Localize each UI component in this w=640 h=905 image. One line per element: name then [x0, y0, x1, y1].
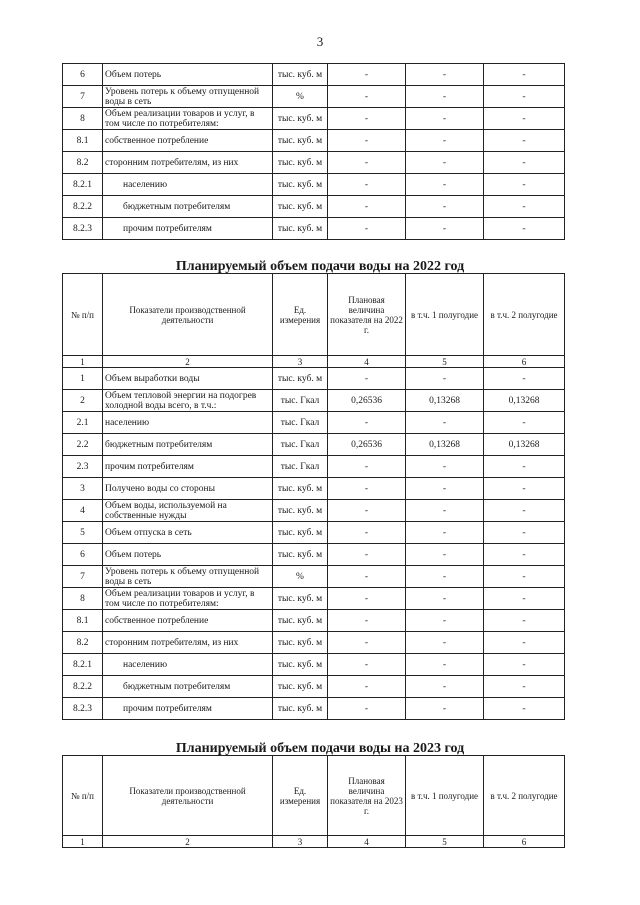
header-num: № п/п — [63, 274, 103, 356]
table-row — [63, 610, 565, 632]
header-num: № п/п — [63, 756, 103, 836]
table-row — [63, 412, 565, 434]
header-unit: Ед. измерения — [273, 274, 328, 356]
row-indicator-name: Объем потерь — [103, 64, 273, 86]
row-indicator-name: бюджетным потребителям — [103, 196, 273, 218]
row-plan-value: - — [328, 654, 406, 676]
row-half1-value: - — [406, 64, 484, 86]
row-number: 8.2.1 — [63, 174, 103, 196]
index-cell: 6 — [484, 356, 565, 368]
row-unit: тыс. куб. м — [273, 152, 328, 174]
row-plan-value: - — [328, 86, 406, 108]
row-half1-value: 0,13268 — [406, 434, 484, 456]
row-plan-value: - — [328, 588, 406, 610]
row-number: 3 — [63, 478, 103, 500]
row-number: 5 — [63, 522, 103, 544]
header-plan: Плановая величина показателя на 2023 г. — [328, 756, 406, 836]
row-plan-value: - — [328, 566, 406, 588]
row-half2-value: - — [484, 698, 565, 720]
row-half1-value: - — [406, 108, 484, 130]
row-indicator-name: Объем тепловой энергии на подогрев холодной воды всего, в т.ч.: — [103, 390, 273, 412]
row-indicator-name: бюджетным потребителям — [103, 434, 273, 456]
row-half2-value: - — [484, 610, 565, 632]
row-number: 7 — [63, 566, 103, 588]
row-unit: тыс. куб. м — [273, 544, 328, 566]
table-row — [63, 478, 565, 500]
row-indicator-name: Получено воды со стороны — [103, 478, 273, 500]
row-half2-value: - — [484, 174, 565, 196]
row-indicator-name: населению — [103, 174, 273, 196]
row-unit: тыс. куб. м — [273, 108, 328, 130]
row-half1-value: - — [406, 412, 484, 434]
table-row — [63, 218, 565, 240]
row-number: 6 — [63, 64, 103, 86]
row-half1-value: - — [406, 174, 484, 196]
row-unit: тыс. куб. м — [273, 588, 328, 610]
row-half2-value: - — [484, 130, 565, 152]
index-cell: 2 — [103, 836, 273, 848]
page-number: 3 — [316, 34, 324, 49]
row-half2-value: - — [484, 676, 565, 698]
row-unit: тыс. Гкал — [273, 390, 328, 412]
table-2023 — [62, 755, 565, 848]
row-half1-value: - — [406, 196, 484, 218]
row-half1-value: - — [406, 544, 484, 566]
row-half1-value: - — [406, 218, 484, 240]
index-cell: 5 — [406, 836, 484, 848]
table-row — [63, 86, 565, 108]
header-name: Показатели производственной деятельности — [103, 274, 273, 356]
row-unit: тыс. куб. м — [273, 64, 328, 86]
index-cell: 6 — [484, 836, 565, 848]
header-half1: в т.ч. 1 полугодие — [406, 756, 484, 836]
table-row — [63, 588, 565, 610]
index-cell: 3 — [273, 356, 328, 368]
row-plan-value: - — [328, 196, 406, 218]
table-row — [63, 456, 565, 478]
row-plan-value: - — [328, 500, 406, 522]
table-row — [63, 566, 565, 588]
table-row — [63, 130, 565, 152]
row-indicator-name: Объем выработки воды — [103, 368, 273, 390]
row-number: 8.2.1 — [63, 654, 103, 676]
row-number: 8.2.3 — [63, 698, 103, 720]
row-half2-value: - — [484, 218, 565, 240]
row-half2-value: - — [484, 478, 565, 500]
header-half2: в т.ч. 2 полугодие — [484, 756, 565, 836]
row-indicator-name: Объем воды, используемой на собственные нужды — [103, 500, 273, 522]
row-half2-value: - — [484, 522, 565, 544]
row-indicator-name: бюджетным потребителям — [103, 676, 273, 698]
row-half1-value: - — [406, 522, 484, 544]
row-unit: % — [273, 86, 328, 108]
row-half2-value: 0,13268 — [484, 390, 565, 412]
row-indicator-name: Уровень потерь к объему отпущенной воды в сеть — [103, 566, 273, 588]
row-indicator-name: сторонним потребителям, из них — [103, 152, 273, 174]
row-half2-value: 0,13268 — [484, 434, 565, 456]
row-plan-value: - — [328, 478, 406, 500]
row-half2-value: - — [484, 500, 565, 522]
header-name: Показатели производственной деятельности — [103, 756, 273, 836]
row-half1-value: - — [406, 654, 484, 676]
index-cell: 4 — [328, 836, 406, 848]
index-cell: 5 — [406, 356, 484, 368]
index-row — [63, 356, 565, 368]
table-row — [63, 544, 565, 566]
table-row — [63, 676, 565, 698]
row-indicator-name: Объем реализации товаров и услуг, в том числе по потребителям: — [103, 588, 273, 610]
index-cell: 2 — [103, 356, 273, 368]
row-plan-value: - — [328, 522, 406, 544]
row-indicator-name: населению — [103, 412, 273, 434]
row-plan-value: - — [328, 412, 406, 434]
row-number: 8.1 — [63, 130, 103, 152]
table-2022 — [62, 273, 565, 720]
row-half1-value: - — [406, 500, 484, 522]
row-indicator-name: сторонним потребителям, из них — [103, 632, 273, 654]
header-half1: в т.ч. 1 полугодие — [406, 274, 484, 356]
index-cell: 1 — [63, 836, 103, 848]
row-indicator-name: Объем реализации товаров и услуг, в том числе по потребителям: — [103, 108, 273, 130]
row-unit: тыс. Гкал — [273, 434, 328, 456]
row-plan-value: - — [328, 152, 406, 174]
row-unit: тыс. куб. м — [273, 500, 328, 522]
row-half2-value: - — [484, 588, 565, 610]
row-unit: тыс. куб. м — [273, 218, 328, 240]
table-row — [63, 390, 565, 412]
row-half2-value: - — [484, 152, 565, 174]
section-title-2023: Планируемый объем подачи воды на 2023 год — [175, 741, 465, 756]
table-header-row — [63, 274, 565, 356]
row-half1-value: - — [406, 588, 484, 610]
row-unit: тыс. куб. м — [273, 130, 328, 152]
row-half2-value: - — [484, 108, 565, 130]
table-row — [63, 368, 565, 390]
row-unit: тыс. Гкал — [273, 456, 328, 478]
row-indicator-name: прочим потребителям — [103, 698, 273, 720]
row-half2-value: - — [484, 196, 565, 218]
row-number: 8.2 — [63, 632, 103, 654]
row-unit: % — [273, 566, 328, 588]
section-title-2022: Планируемый объем подачи воды на 2022 год — [175, 259, 465, 274]
row-plan-value: - — [328, 174, 406, 196]
row-unit: тыс. куб. м — [273, 522, 328, 544]
row-indicator-name: Уровень потерь к объему отпущенной воды в сеть — [103, 86, 273, 108]
row-half2-value: - — [484, 632, 565, 654]
row-plan-value: - — [328, 632, 406, 654]
row-unit: тыс. куб. м — [273, 368, 328, 390]
row-number: 8 — [63, 588, 103, 610]
table-row — [63, 174, 565, 196]
row-number: 2 — [63, 390, 103, 412]
row-half2-value: - — [484, 86, 565, 108]
table-row — [63, 522, 565, 544]
row-number: 2.3 — [63, 456, 103, 478]
row-half1-value: - — [406, 698, 484, 720]
table-row — [63, 654, 565, 676]
table-row — [63, 108, 565, 130]
row-indicator-name: прочим потребителям — [103, 456, 273, 478]
row-plan-value: - — [328, 218, 406, 240]
table-row — [63, 698, 565, 720]
row-half1-value: - — [406, 130, 484, 152]
row-indicator-name: собственное потребление — [103, 130, 273, 152]
row-half1-value: - — [406, 456, 484, 478]
table-row — [63, 632, 565, 654]
row-unit: тыс. куб. м — [273, 654, 328, 676]
row-indicator-name: прочим потребителям — [103, 218, 273, 240]
row-indicator-name: Объем потерь — [103, 544, 273, 566]
row-number: 8.1 — [63, 610, 103, 632]
header-plan: Плановая величина показателя на 2022 г. — [328, 274, 406, 356]
row-half2-value: - — [484, 412, 565, 434]
row-unit: тыс. куб. м — [273, 698, 328, 720]
row-half1-value: - — [406, 368, 484, 390]
row-half1-value: - — [406, 152, 484, 174]
row-unit: тыс. куб. м — [273, 174, 328, 196]
index-cell: 4 — [328, 356, 406, 368]
row-half1-value: - — [406, 632, 484, 654]
row-half2-value: - — [484, 64, 565, 86]
index-cell: 3 — [273, 836, 328, 848]
row-plan-value: 0,26536 — [328, 434, 406, 456]
row-half1-value: - — [406, 610, 484, 632]
table-row — [63, 196, 565, 218]
row-half1-value: - — [406, 566, 484, 588]
row-plan-value: 0,26536 — [328, 390, 406, 412]
row-indicator-name: Объем отпуска в сеть — [103, 522, 273, 544]
row-number: 6 — [63, 544, 103, 566]
row-plan-value: - — [328, 456, 406, 478]
row-indicator-name: населению — [103, 654, 273, 676]
row-unit: тыс. Гкал — [273, 412, 328, 434]
table-row — [63, 152, 565, 174]
row-plan-value: - — [328, 610, 406, 632]
row-half1-value: - — [406, 478, 484, 500]
table-row — [63, 64, 565, 86]
row-half2-value: - — [484, 368, 565, 390]
row-half1-value: 0,13268 — [406, 390, 484, 412]
row-plan-value: - — [328, 698, 406, 720]
table-row — [63, 434, 565, 456]
row-half1-value: - — [406, 86, 484, 108]
row-plan-value: - — [328, 676, 406, 698]
row-half2-value: - — [484, 456, 565, 478]
row-plan-value: - — [328, 368, 406, 390]
row-unit: тыс. куб. м — [273, 196, 328, 218]
index-cell: 1 — [63, 356, 103, 368]
row-number: 7 — [63, 86, 103, 108]
row-plan-value: - — [328, 64, 406, 86]
row-number: 8.2.2 — [63, 196, 103, 218]
row-unit: тыс. куб. м — [273, 478, 328, 500]
index-row — [63, 836, 565, 848]
row-number: 8.2.2 — [63, 676, 103, 698]
table-header-row — [63, 756, 565, 836]
row-half2-value: - — [484, 654, 565, 676]
row-half1-value: - — [406, 676, 484, 698]
row-unit: тыс. куб. м — [273, 610, 328, 632]
row-plan-value: - — [328, 130, 406, 152]
row-number: 8 — [63, 108, 103, 130]
row-number: 1 — [63, 368, 103, 390]
table-row — [63, 500, 565, 522]
row-half2-value: - — [484, 566, 565, 588]
row-number: 8.2 — [63, 152, 103, 174]
header-unit: Ед. измерения — [273, 756, 328, 836]
row-plan-value: - — [328, 544, 406, 566]
row-number: 8.2.3 — [63, 218, 103, 240]
row-half2-value: - — [484, 544, 565, 566]
header-half2: в т.ч. 2 полугодие — [484, 274, 565, 356]
table-continuation — [62, 63, 565, 240]
row-plan-value: - — [328, 108, 406, 130]
row-number: 2.2 — [63, 434, 103, 456]
row-number: 2.1 — [63, 412, 103, 434]
row-number: 4 — [63, 500, 103, 522]
row-unit: тыс. куб. м — [273, 676, 328, 698]
row-unit: тыс. куб. м — [273, 632, 328, 654]
row-indicator-name: собственное потребление — [103, 610, 273, 632]
